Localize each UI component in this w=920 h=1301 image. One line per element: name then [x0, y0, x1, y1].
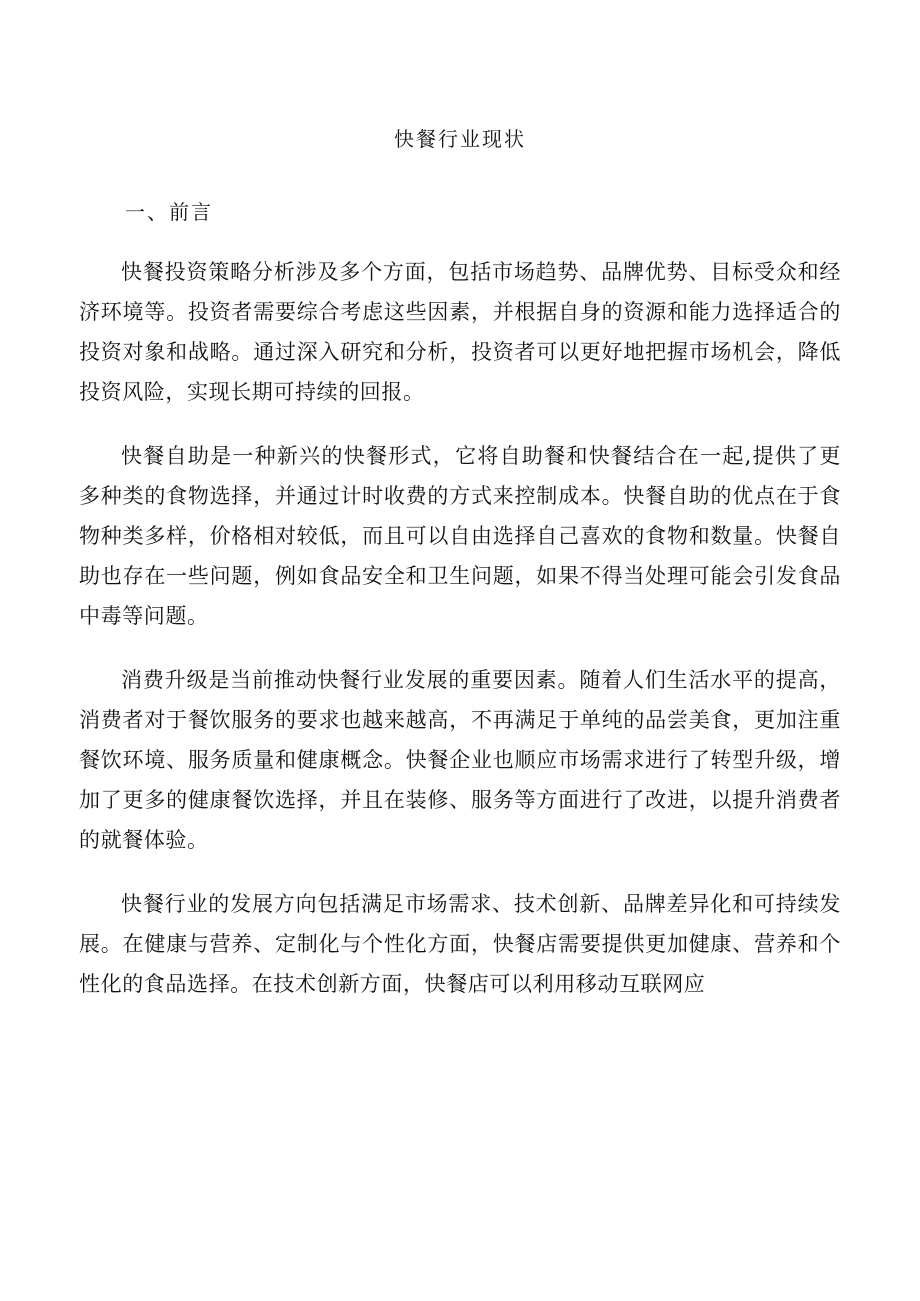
paragraph-fast-food-buffet: 快餐自助是一种新兴的快餐形式，它将自助餐和快餐结合在一起,提供了更多种类的食物选择，并通过计时收费的方式来控制成本。快餐自助的优点在于食物种类多样，价格相对较低，而且可以自由选择自己喜欢的食物和数量。快餐自助也存在一些问题，例如食品安全和卫生问题，如果不得当处理可能会引发食品中毒等问题。 [79, 444, 841, 628]
paragraph-development-direction: 快餐行业的发展方向包括满足市场需求、技术创新、品牌差异化和可持续发展。在健康与营养、定制化与个性化方面，快餐店需要提供更加健康、营养和个性化的食品选择。在技术创新方面，快餐店可以利用移动互联网应 [79, 892, 841, 996]
document-body [79, 252, 841, 1028]
paragraph-investment-strategy: 快餐投资策略分析涉及多个方面，包括市场趋势、品牌优势、目标受众和经济环境等。投资者需要综合考虑这些因素，并根据自身的资源和能力选择适合的投资对象和战略。通过深入研究和分析，投资者可以更好地把握市场机会，降低投资风险，实现长期可持续的回报。 [79, 260, 841, 404]
document-title: 快餐行业现状 [394, 127, 526, 151]
section-heading: 一、前言 [125, 200, 213, 224]
paragraph-consumption-upgrade: 消费升级是当前推动快餐行业发展的重要因素。随着人们生活水平的提高，消费者对于餐饮服务的要求也越来越高，不再满足于单纯的品尝美食，更加注重餐饮环境、服务质量和健康概念。快餐企业也顺应市场需求进行了转型升级，增加了更多的健康餐饮选择，并且在装修、服务等方面进行了改进，以提升消费者的就餐体验。 [79, 668, 841, 852]
